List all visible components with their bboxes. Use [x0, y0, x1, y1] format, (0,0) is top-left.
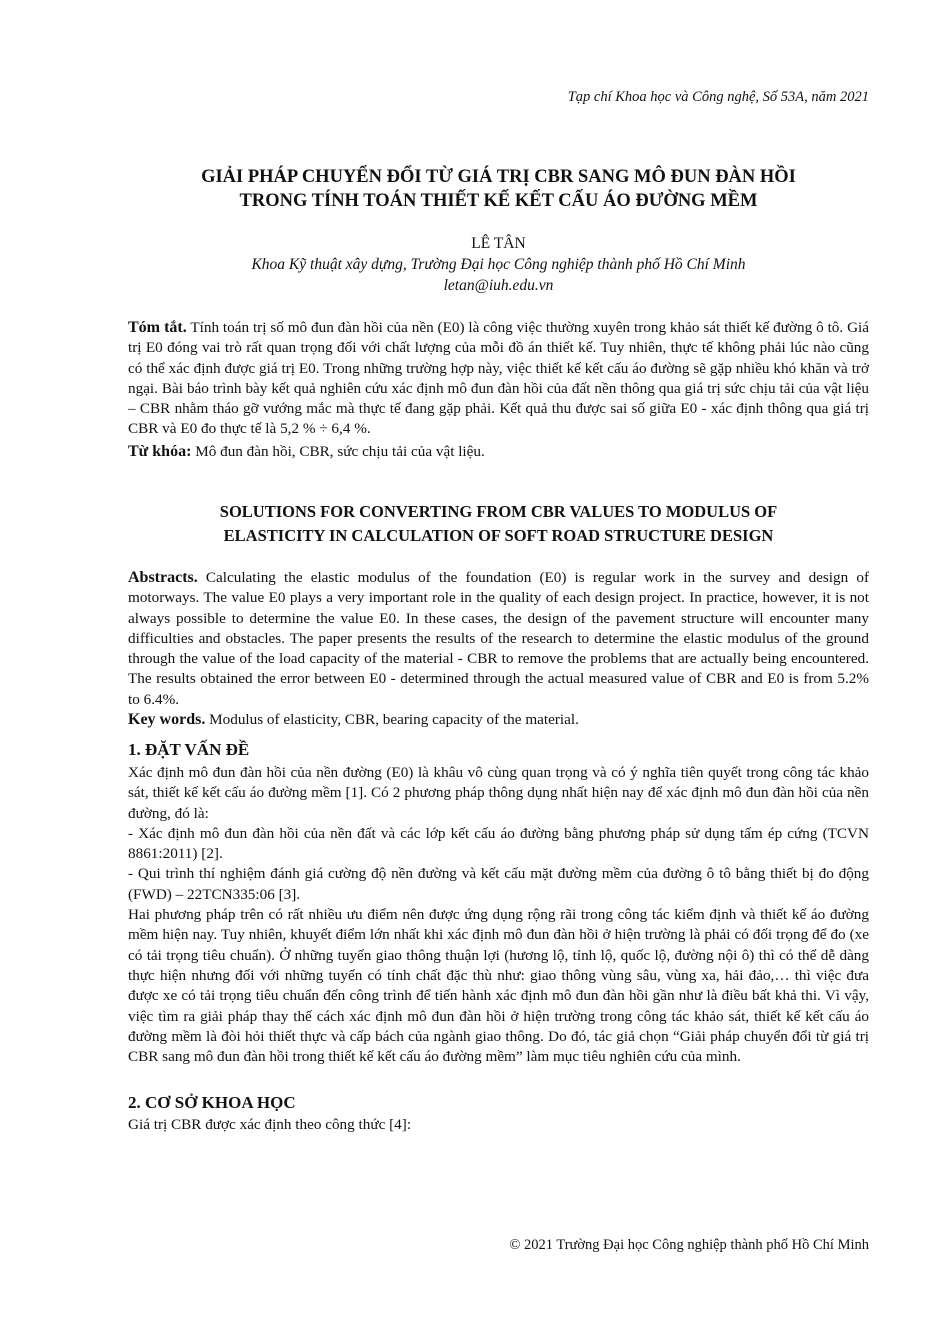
section1-bullet1: - Xác định mô đun đàn hồi của nền đất và các lớp kết cấu áo đường bằng phương pháp sử dụng tấm ép cứng (TCVN 8861:2011) [2]. [128, 824, 869, 863]
title-vi-line1: GIẢI PHÁP CHUYỂN ĐỔI TỪ GIÁ TRỊ CBR SANG MÔ ĐUN ĐÀN HỒI [201, 167, 796, 187]
abstract-en [128, 568, 869, 730]
abstract-vi-text: Tính toán trị số mô đun đàn hồi của nền (E0) là công việc thường xuyên trong khảo sát thiết kế đường ô tô. Giá trị E0 đóng vai trò rất quan trọng đối với chất lượng của mỗi đồ án thiết kế. Tuy nhiên, thực tế không phải lúc nào cũng có thể xác định được giá trị E0. Trong những trường hợp này, việc thiết kế kết cấu áo đường sẽ gặp nhiều khó khăn và trở ngại. Bài báo trình bày kết quả nghiên cứu xác định mô đun đàn hồi của đất nền thông qua giá trị sức chịu tải của vật liệu – CBR nhằm tháo gỡ vướng mắc mà thực tế đang gặp phải. Kết quả thu được sai số giữa E0 - xác định thông qua giá trị CBR và E0 đo thực tế là 5,2 % ÷ 6,4 %. [128, 319, 869, 438]
title-en-line1: SOLUTIONS FOR CONVERTING FROM CBR VALUES TO MODULUS OF [219, 502, 778, 521]
abstract-vi-label: Tóm tắt. [128, 319, 187, 336]
title-en-line2: ELASTICITY IN CALCULATION OF SOFT ROAD STRUCTURE DESIGN [223, 526, 774, 545]
section1-paragraph2: Hai phương pháp trên có rất nhiều ưu điểm nên được ứng dụng rộng rãi trong công tác kiểm định và thiết kế áo đường mềm hiện nay. Tuy nhiên, khuyết điểm lớn nhất khi xác định mô đun đàn hồi ở hiện trường là phải có đối trọng để đo (xe có tải trọng tiêu chuẩn). Ở những tuyến giao thông thuận lợi (hương lộ, tỉnh lộ, quốc lộ, đường nội ô) thì có thể dễ dàng thực hiện nhưng đối với những tuyến có tính chất đặc thù như: giao thông vùng sâu, vùng xa, hải đảo,… thì việc đưa được xe có tải trọng tiêu chuẩn đến công trình để tiến hành xác định mô đun đàn hồi gần như là điều bất khả thi. Vì vậy, việc tìm ra giải pháp thay thế cách xác định mô đun đàn hồi ở hiện trường trong công tác khảo sát, thiết kế kết cấu áo đường mềm là đòi hỏi thiết thực và cấp bách của ngành giao thông. Do đó, tác giả chọn “Giải pháp chuyển đổi từ giá trị CBR sang mô đun đàn hồi trong thiết kế kết cấu áo đường mềm” làm mục tiêu nghiên cứu của mình. [128, 906, 869, 1066]
author-name: LÊ TÂN [471, 235, 526, 252]
title-english [128, 500, 869, 548]
section1-heading: 1. ĐẶT VẤN ĐỀ [128, 740, 250, 759]
abstract-vi [128, 318, 869, 462]
title-vi-line2: TRONG TÍNH TOÁN THIẾT KẾ KẾT CẤU ÁO ĐƯỜNG MỀM [239, 191, 758, 211]
section1-body [128, 763, 869, 1067]
abstract-en-label: Abstracts. [128, 569, 198, 586]
keywords-vi-label: Từ khóa: [128, 442, 192, 460]
section2-paragraph1: Giá trị CBR được xác định theo công thức [4]: [128, 1116, 412, 1133]
author-affiliation: Khoa Kỹ thuật xây dựng, Trường Đại học Công nghiệp thành phố Hồ Chí Minh [251, 256, 746, 273]
title-vietnamese [128, 165, 869, 213]
author-block [128, 233, 869, 296]
section1-bullet2: - Qui trình thí nghiệm đánh giá cường độ nền đường và kết cấu mặt đường mềm của đường ô tô bằng thiết bị đo động (FWD) – 22TCN335:06 [3]. [128, 865, 869, 903]
footer-copyright: © 2021 Trường Đại học Công nghiệp thành phố Hồ Chí Minh [509, 1237, 869, 1253]
keywords-en-label: Key words. [128, 711, 206, 729]
keywords-vi-text: Mô đun đàn hồi, CBR, sức chịu tải của vật liệu. [195, 442, 485, 460]
section1-paragraph1: Xác định mô đun đàn hồi của nền đường (E0) là khâu vô cùng quan trọng và có ý nghĩa tiên quyết trong công tác khảo sát, thiết kế kết cấu áo đường mềm [1]. Có 2 phương pháp thông dụng nhất hiện nay để xác định mô đun đàn hồi của nền đường, đó là: [128, 764, 869, 822]
keywords-en-text: Modulus of elasticity, CBR, bearing capacity of the material. [209, 711, 579, 729]
journal-header: Tạp chí Khoa học và Công nghệ, Số 53A, năm 2021 [567, 89, 869, 105]
author-email: letan@iuh.edu.vn [443, 277, 554, 294]
section2-heading: 2. CƠ SỞ KHOA HỌC [128, 1093, 296, 1112]
abstract-en-text: Calculating the elastic modulus of the foundation (E0) is regular work in the survey and design of motorways. The value E0 plays a very important role in the quality of each design project. In practice, however, it is not always possible to determine the value E0. In these cases, the design of the pavement structure will encounter many difficulties and obstacles. The paper presents the results of the research to determine the elastic modulus of the ground through the value of the load capacity of the material - CBR to remove the problems that are actually being encountered. The results obtained the error between E0 - determined through the actual measured value of CBR and E0 is from 5.2% to 6.4%. [128, 569, 869, 708]
